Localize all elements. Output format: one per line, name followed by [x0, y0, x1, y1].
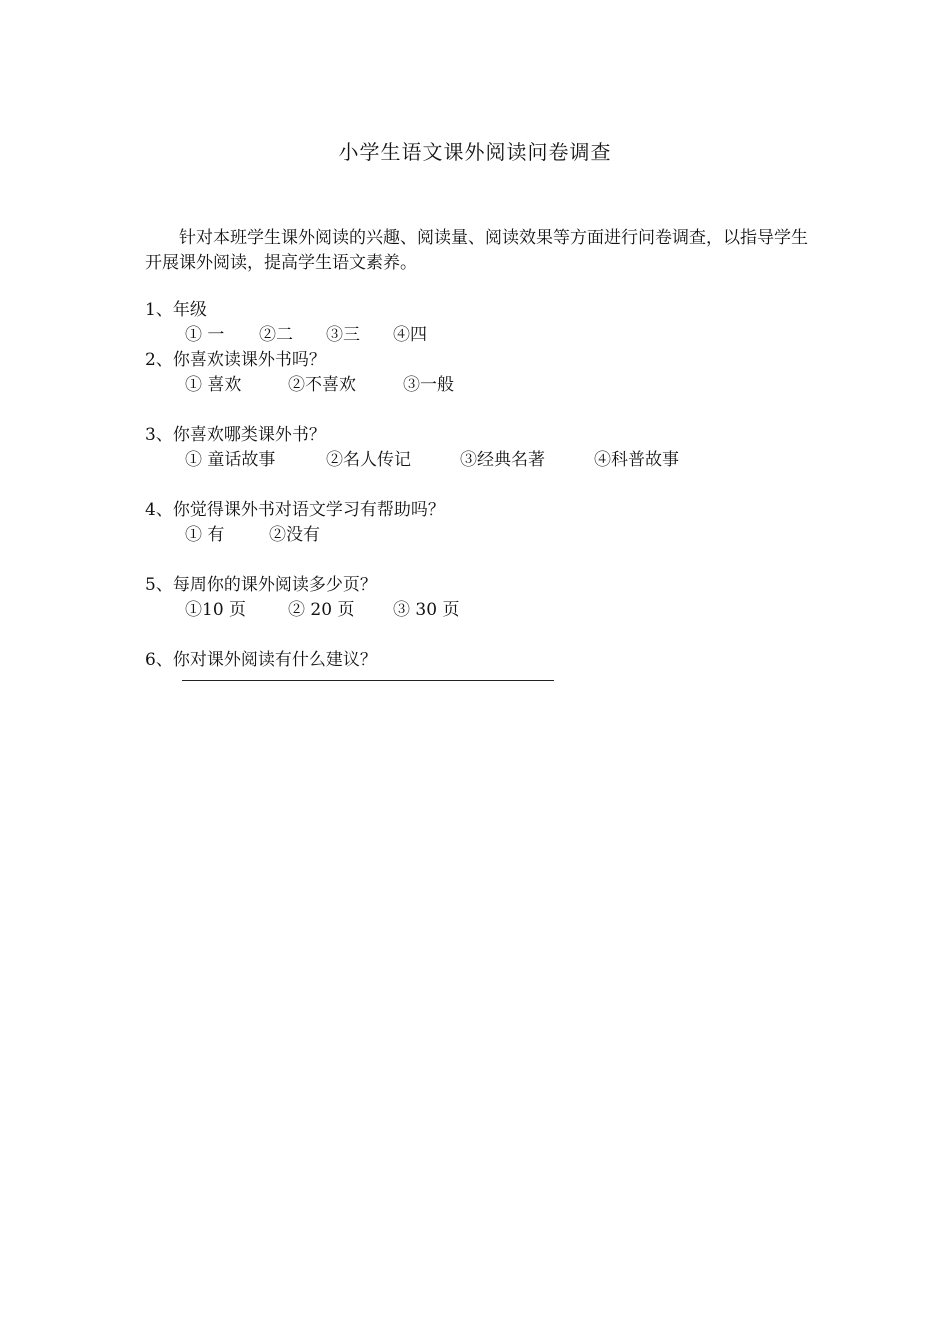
intro-paragraph: 针对本班学生课外阅读的兴趣、阅读量、阅读效果等方面进行问卷调查，以指导学生开展课外阅读，提高学生语文素养。: [145, 228, 808, 273]
option-5-3[interactable]: ③ 30 页: [393, 600, 460, 620]
option-4-2[interactable]: ②没有: [269, 525, 320, 545]
option-3-1[interactable]: ① 童话故事: [185, 450, 276, 470]
suggestion-answer-line[interactable]: [182, 680, 554, 681]
question-5: [145, 573, 460, 620]
question-1: [145, 298, 427, 345]
question-2: [145, 348, 454, 395]
option-2-2[interactable]: ②不喜欢: [288, 375, 356, 395]
option-3-3[interactable]: ③经典名著: [460, 450, 545, 470]
question-6: [145, 648, 377, 673]
option-1-1[interactable]: ① 一: [185, 325, 225, 345]
option-5-1[interactable]: ①10 页: [185, 600, 247, 620]
question-3-text: 3、你喜欢哪类课外书？: [145, 425, 326, 445]
question-4-text: 4、你觉得课外书对语文学习有帮助吗？: [145, 500, 445, 520]
option-4-1[interactable]: ① 有: [185, 525, 225, 545]
option-5-2[interactable]: ② 20 页: [288, 600, 355, 620]
option-1-4[interactable]: ④四: [393, 325, 427, 345]
option-3-4[interactable]: ④科普故事: [594, 450, 679, 470]
option-1-2[interactable]: ②二: [259, 325, 293, 345]
option-1-3[interactable]: ③三: [326, 325, 360, 345]
document-title: 小学生语文课外阅读问卷调查: [338, 140, 612, 164]
question-2-text: 2、你喜欢读课外书吗？: [145, 350, 326, 370]
question-6-text: 6、你对课外阅读有什么建议？: [145, 650, 377, 670]
option-2-1[interactable]: ① 喜欢: [185, 375, 242, 395]
option-3-2[interactable]: ②名人传记: [326, 450, 411, 470]
question-3: [145, 423, 679, 470]
question-4: [145, 498, 445, 545]
option-2-3[interactable]: ③一般: [403, 375, 454, 395]
question-5-text: 5、每周你的课外阅读多少页？: [145, 575, 377, 595]
question-1-text: 1、年级: [145, 300, 207, 320]
